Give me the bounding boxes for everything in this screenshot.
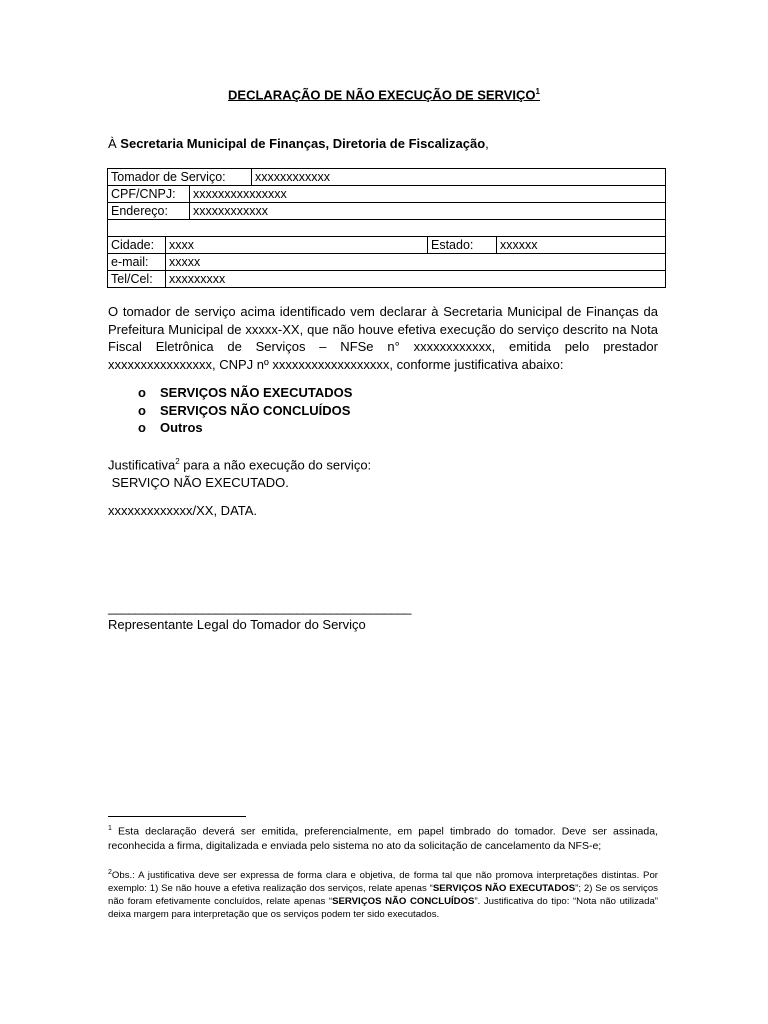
footnote-divider [108, 816, 246, 817]
signature-label: Representante Legal do Tomador do Serviço [108, 617, 366, 632]
tel-value: xxxxxxxxx [165, 271, 665, 287]
justification-label: Justificativa [108, 457, 176, 473]
email-value: xxxxx [165, 254, 665, 270]
option-item [138, 384, 352, 402]
justification-footnote-ref: 2 [175, 457, 180, 466]
options-list [138, 384, 352, 437]
recipient-prefix: À [108, 136, 121, 151]
email-label: e-mail: [111, 255, 149, 269]
option-item [138, 402, 352, 420]
tomador-value: xxxxxxxxxxxx [251, 169, 665, 185]
footnote-2-text-a: Obs.: A justificativa deve ser expressa de forma clara e objetiva, de forma tal que não promova interpretações distintas. Por exemplo: 1) Se não houve a efetiva realização dos serviços, relate apenas “ [108, 870, 658, 895]
row-email [108, 253, 665, 270]
document-title-text: DECLARAÇÃO DE NÃO EXECUÇÃO DE SERVIÇO [228, 87, 536, 103]
footnote-2 [108, 866, 658, 921]
endereco-value: xxxxxxxxxxxx [189, 203, 665, 219]
footnote-2-emphasis-1: SERVIÇOS NÃO EXECUTADOS [432, 883, 576, 895]
declaration-paragraph: O tomador de serviço acima identificado vem declarar à Secretaria Municipal de Finanças da Prefeitura Municipal de xxxxx-XX, que não houve efetiva execução do serviço descrito na Nota Fiscal Eletrônica de Serviços – NFSe n° xxxxxxxxxxxx, emitida pelo prestador xxxxxxxxxxxxxxxx, CNPJ nº xxxxxxxxxxxxxxxxxx, conforme justificativa abaixo: [108, 304, 658, 372]
bullet-icon: o [138, 420, 146, 435]
justification-label-rest: para a não execução do serviço: [179, 457, 372, 473]
place-date: xxxxxxxxxxxxx/XX, DATA. [108, 503, 258, 518]
option-item [138, 419, 352, 437]
recipient-suffix: , [485, 136, 489, 151]
row-blank [108, 219, 665, 236]
blank-cell [108, 220, 665, 236]
row-tomador [108, 169, 665, 185]
estado-value: xxxxxx [496, 237, 665, 253]
footnote-2-emphasis-2: SERVIÇOS NÃO CONCLUÍDOS [332, 896, 475, 908]
footnote-2-text-e: ”. Justificativa do tipo: “Nota não utilizada” deixa margem para interpretação que os serviços podem ter sido executados. [108, 896, 658, 921]
tomador-form-table [107, 168, 666, 288]
tomador-label: Tomador de Serviço: [111, 170, 226, 184]
cidade-value: xxxx [165, 237, 427, 253]
endereco-label: Endereço: [111, 204, 168, 218]
footnote-1 [108, 822, 658, 853]
document-title [0, 87, 768, 102]
row-cidade [108, 236, 665, 253]
recipient-line [108, 136, 489, 151]
recipient-name: Secretaria Municipal de Finanças, Diretoria de Fiscalização [120, 136, 486, 151]
footnote-1-mark: 1 [108, 825, 112, 832]
justification-label-line [108, 453, 371, 474]
option-label: SERVIÇOS NÃO CONCLUÍDOS [160, 402, 351, 418]
row-cpf [108, 185, 665, 202]
row-tel [108, 270, 665, 287]
estado-label: Estado: [427, 237, 496, 253]
bullet-icon: o [138, 385, 146, 400]
footnote-2-mark: 2 [108, 869, 112, 876]
footnote-1-text: Esta declaração deverá ser emitida, preferencialmente, em papel timbrado do tomador. Deve ser assinada, reconhecida a firma, digitalizada e enviada pelo sistema no ato da solicitação de cancelamento da NFS-e; [108, 825, 658, 852]
cidade-label: Cidade: [111, 238, 155, 252]
signature-line: _____________________________________________ [108, 600, 411, 615]
option-label: Outros [160, 420, 203, 435]
option-label: SERVIÇOS NÃO EXECUTADOS [160, 385, 353, 400]
cpf-label: CPF/CNPJ: [111, 187, 176, 201]
row-endereco [108, 202, 665, 219]
justification-text: SERVIÇO NÃO EXECUTADO. [108, 474, 289, 490]
bullet-icon: o [138, 402, 146, 418]
cpf-value: xxxxxxxxxxxxxxx [189, 186, 665, 202]
title-footnote-ref: 1 [535, 87, 540, 96]
tel-label: Tel/Cel: [111, 272, 153, 286]
justification-block [108, 453, 371, 491]
footnote-2-text-c: ”; 2) Se os serviços não foram efetivamente concluídos, relate apenas “ [108, 883, 658, 908]
